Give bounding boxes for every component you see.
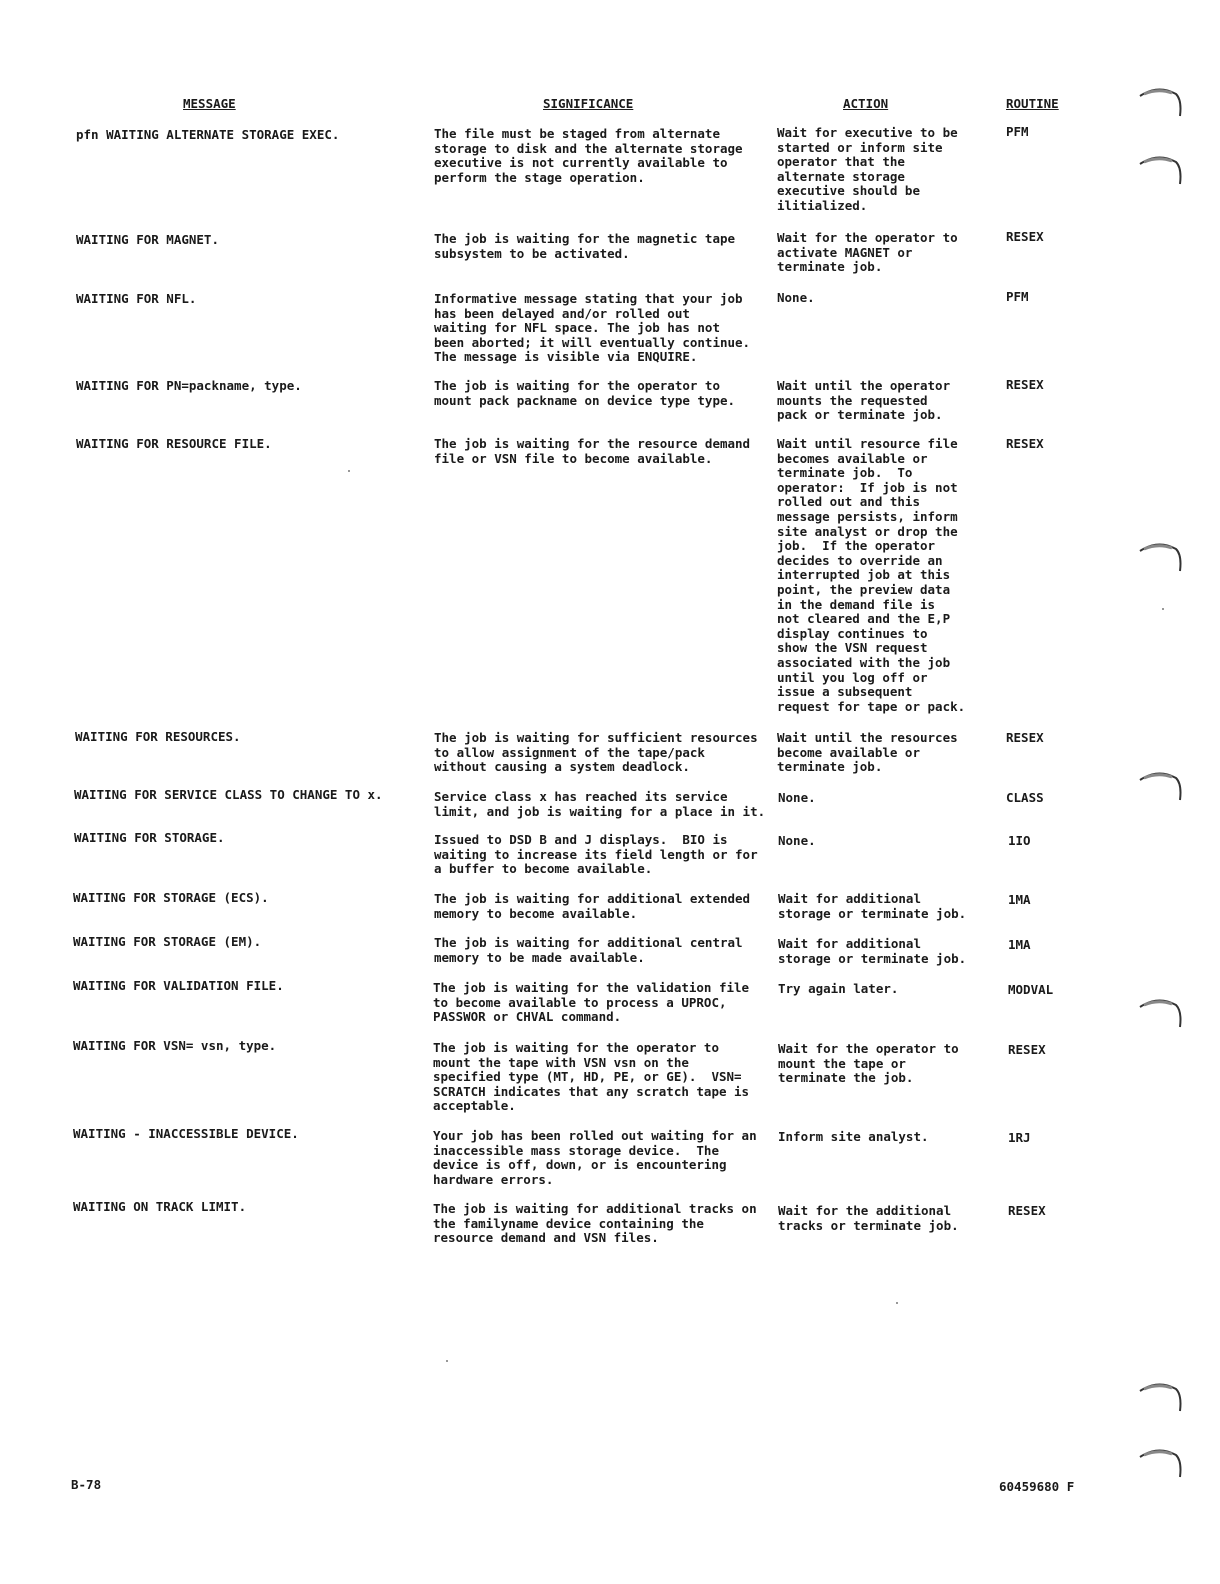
binder-hole-mark bbox=[1138, 1377, 1184, 1417]
routine-text: RESEX bbox=[1006, 377, 1044, 392]
action-column-header: ACTION bbox=[843, 96, 889, 111]
significance-text: The job is waiting for additional central memory to be made available. bbox=[434, 935, 743, 965]
routine-text: RESEX bbox=[1008, 1042, 1046, 1057]
routine-text: RESEX bbox=[1008, 1203, 1046, 1218]
binder-hole-mark bbox=[1138, 150, 1184, 190]
routine-text: CLASS bbox=[1006, 790, 1044, 805]
routine-text: 1RJ bbox=[1008, 1130, 1031, 1145]
action-text: None. bbox=[777, 290, 815, 305]
action-text: None. bbox=[778, 833, 816, 848]
significance-text: Service class x has reached its service limit, and job is waiting for a place in it. bbox=[434, 789, 766, 819]
action-text: Wait until the resources become available or terminate job. bbox=[777, 730, 958, 775]
significance-text: The file must be staged from alternate storage to disk and the alternate storage executive is not currently available to perform the stage operation. bbox=[434, 126, 743, 185]
message-text: WAITING FOR RESOURCE FILE. bbox=[76, 436, 272, 451]
message-text: WAITING FOR STORAGE (EM). bbox=[73, 934, 262, 949]
scan-speck bbox=[348, 470, 350, 472]
action-text: Wait for the operator to activate MAGNET or terminate job. bbox=[777, 230, 958, 275]
scan-speck bbox=[896, 1302, 898, 1304]
routine-text: RESEX bbox=[1006, 436, 1044, 451]
message-text: WAITING FOR STORAGE (ECS). bbox=[73, 890, 269, 905]
significance-text: The job is waiting for the operator to mount the tape with VSN vsn on the specified type (MT, HD, PE, or GE). VSN= SCRATCH indicates that any scratch tape is acceptable. bbox=[433, 1040, 750, 1114]
binder-hole-mark bbox=[1138, 82, 1184, 122]
significance-text: Your job has been rolled out waiting for an inaccessible mass storage device. The device is off, down, or is encountering hardware errors. bbox=[433, 1128, 757, 1187]
binder-hole-mark bbox=[1138, 537, 1184, 577]
message-text: WAITING ON TRACK LIMIT. bbox=[73, 1199, 247, 1214]
significance-text: The job is waiting for the operator to mount pack packname on device type type. bbox=[434, 378, 736, 408]
action-text: Try again later. bbox=[778, 981, 899, 996]
routine-text: 1MA bbox=[1008, 937, 1031, 952]
routine-text: PFM bbox=[1006, 289, 1029, 304]
page-number: B-78 bbox=[71, 1477, 102, 1492]
action-text: Wait for the operator to mount the tape or terminate the job. bbox=[778, 1041, 959, 1086]
message-column-header: MESSAGE bbox=[183, 96, 236, 111]
message-text: WAITING FOR PN=packname, type. bbox=[76, 378, 302, 393]
action-text: Wait for additional storage or terminate job. bbox=[778, 891, 967, 921]
significance-column-header: SIGNIFICANCE bbox=[543, 96, 634, 111]
significance-text: Informative message stating that your job has been delayed and/or rolled out waiting for NFL space. The job has not been aborted; it will eventually continue. The message is visible via ENQUIRE. bbox=[434, 291, 751, 365]
message-text: WAITING FOR SERVICE CLASS TO CHANGE TO x. bbox=[74, 787, 383, 802]
binder-hole-mark bbox=[1138, 1443, 1184, 1483]
document-number: 60459680 F bbox=[999, 1479, 1075, 1494]
significance-text: The job is waiting for the magnetic tape subsystem to be activated. bbox=[434, 231, 736, 261]
message-text: WAITING FOR MAGNET. bbox=[76, 232, 219, 247]
binder-hole-mark bbox=[1138, 993, 1184, 1033]
message-text: WAITING - INACCESSIBLE DEVICE. bbox=[73, 1126, 299, 1141]
routine-text: 1MA bbox=[1008, 892, 1031, 907]
significance-text: The job is waiting for additional extended memory to become available. bbox=[434, 891, 751, 921]
action-text: Wait for executive to be started or inform site operator that the alternate storage executive should be ilitialized. bbox=[777, 125, 958, 213]
message-text: WAITING FOR VSN= vsn, type. bbox=[73, 1038, 277, 1053]
action-text: Inform site analyst. bbox=[778, 1129, 929, 1144]
message-text: WAITING FOR RESOURCES. bbox=[75, 729, 241, 744]
action-text: Wait until the operator mounts the requested pack or terminate job. bbox=[777, 378, 951, 423]
significance-text: Issued to DSD B and J displays. BIO is waiting to increase its field length or for a buffer to become available. bbox=[434, 832, 758, 877]
significance-text: The job is waiting for additional tracks on the familyname device containing the resource demand and VSN files. bbox=[433, 1201, 757, 1246]
significance-text: The job is waiting for the validation file to become available to process a UPROC, PASSWOR or CHVAL command. bbox=[433, 980, 750, 1025]
routine-text: 1IO bbox=[1008, 833, 1031, 848]
routine-text: PFM bbox=[1006, 124, 1029, 139]
message-text: WAITING FOR NFL. bbox=[76, 291, 197, 306]
scan-speck bbox=[1162, 608, 1164, 610]
routine-text: RESEX bbox=[1006, 229, 1044, 244]
binder-hole-mark bbox=[1138, 766, 1184, 806]
routine-text: MODVAL bbox=[1008, 982, 1054, 997]
routine-column-header: ROUTINE bbox=[1006, 96, 1059, 111]
routine-text: RESEX bbox=[1006, 730, 1044, 745]
significance-text: The job is waiting for sufficient resources to allow assignment of the tape/pack without causing a system deadlock. bbox=[434, 730, 758, 775]
scan-speck bbox=[446, 1360, 448, 1362]
action-text: Wait for additional storage or terminate job. bbox=[778, 936, 967, 966]
action-text: Wait for the additional tracks or terminate job. bbox=[778, 1203, 959, 1233]
significance-text: The job is waiting for the resource demand file or VSN file to become available. bbox=[434, 436, 751, 466]
message-text: WAITING FOR VALIDATION FILE. bbox=[73, 978, 284, 993]
action-text: Wait until resource file becomes available or terminate job. To operator: If job is not rolled out and this message persists, inform site analyst or drop the job. If the operator decides to override an interrupted job at this point, the preview data in the demand file is not cleared and the E,P display continues to show the VSN request associated with the job until you log off or issue a subsequent request for tape or pack. bbox=[777, 436, 966, 714]
message-text: pfn WAITING ALTERNATE STORAGE EXEC. bbox=[76, 127, 340, 142]
action-text: None. bbox=[778, 790, 816, 805]
message-text: WAITING FOR STORAGE. bbox=[74, 830, 225, 845]
